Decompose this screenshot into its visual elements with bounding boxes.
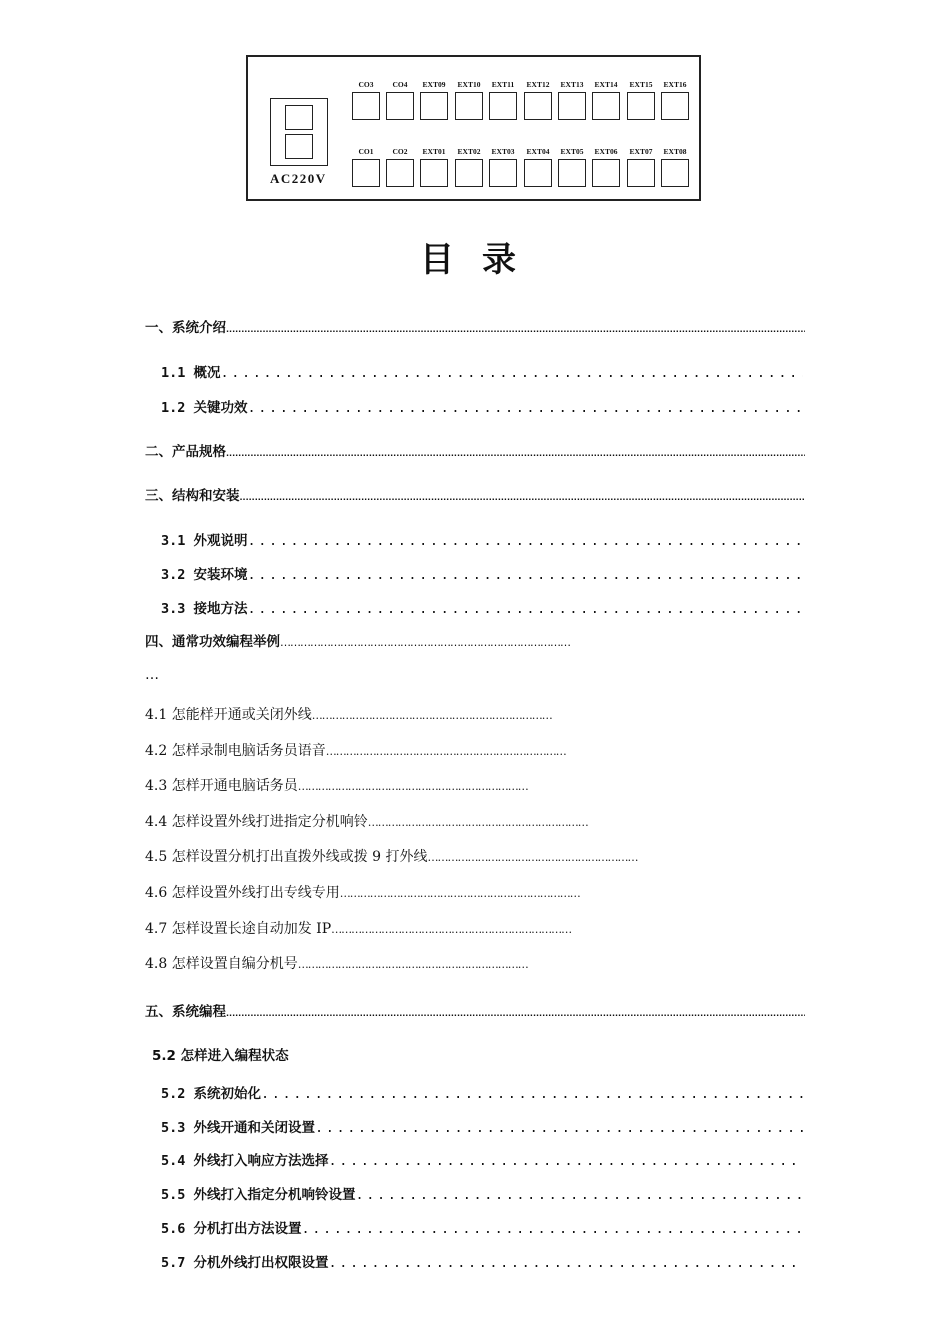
toc-leader: ……………………………………………………… [427,851,638,864]
port-ext15 [627,92,655,120]
toc-entry-label: 3.2 安装环境 [161,567,248,583]
port-ext13 [558,92,586,120]
port-label: EXT13 [560,80,584,89]
toc-leader [248,567,803,583]
toc-entry-3-1[interactable] [161,529,803,549]
toc-entry-label: 二、产品规格 [145,444,226,460]
port-label: EXT05 [560,147,584,156]
port-ext02 [455,159,483,187]
toc-leader: …………………………………………………………………………… [280,636,570,649]
port-co4 [386,92,414,120]
port-ext05 [558,159,586,187]
toc-entry-section-4[interactable] [145,630,805,650]
toc-entry-label: 4.8 怎样设置自编分机号 [145,956,298,972]
port-label: CO2 [392,147,408,156]
port-label: EXT11 [491,80,515,89]
toc-leader [329,1255,803,1271]
port-label: EXT01 [422,147,446,156]
toc-leader: …………………………………………………………… [297,958,528,971]
port-ext11 [489,92,517,120]
port-ext12 [524,92,552,120]
toc-entry-section-3[interactable] [145,484,805,504]
toc-entry-4-8[interactable] [145,953,528,973]
port-label: EXT02 [457,147,481,156]
port-co3 [352,92,380,120]
port-ext09 [420,92,448,120]
toc-leader [315,1120,803,1136]
port-ext14 [592,92,620,120]
port-ext01 [420,159,448,187]
toc-leader [248,601,803,617]
toc-leader [248,400,803,416]
toc-entry-4-3[interactable] [145,775,528,795]
toc-entry-5-5[interactable] [161,1183,803,1203]
port-label: EXT09 [422,80,446,89]
power-socket-upper [285,105,313,130]
toc-leader [356,1187,803,1203]
toc-entry-section-2[interactable] [145,440,805,460]
toc-entry-label: 3.1 外观说明 [161,533,248,549]
toc-entry-1-2[interactable] [161,396,803,416]
toc-entry-5-6[interactable] [161,1217,803,1237]
device-panel-diagram [246,55,701,201]
toc-entry-label: 4.7 怎样设置长途自动加发 IP [145,921,332,937]
toc-leader: …………………………………………………………… [297,780,528,793]
port-ext08 [661,159,689,187]
port-co1 [352,159,380,187]
toc-entry-label: 3.3 接地方法 [161,601,248,617]
toc-entry-label: 4.6 怎样设置外线打出专线专用 [145,885,340,901]
toc-entry-4-2[interactable] [145,740,566,760]
power-socket-lower [285,134,313,159]
toc-leader: ……………………………………………………………… [311,709,552,722]
toc-entry-label: 5.5 外线打入指定分机响铃设置 [161,1187,356,1203]
power-label: AC220V [270,171,327,186]
toc-entry-5-4[interactable] [161,1149,803,1169]
toc-leader [302,1221,803,1237]
toc-leader: ……………………………………………………………… [331,923,572,936]
toc-leader: ………………………………………………………… [367,816,588,829]
toc-entry-label: 5.4 外线打入响应方法选择 [161,1153,329,1169]
port-label: EXT08 [663,147,687,156]
port-label: CO3 [358,80,374,89]
port-label: EXT16 [663,80,687,89]
toc-leader [221,365,803,381]
toc-entry-5-7[interactable] [161,1251,803,1271]
port-label: CO1 [358,147,374,156]
toc-entry-1-1[interactable] [161,361,803,381]
toc-leader [226,444,805,460]
port-ext10 [455,92,483,120]
port-label: EXT15 [629,80,653,89]
toc-leader: ……………………………………………………………… [339,887,580,900]
toc-entry-label: 4.1 怎能样开通或关闭外线 [145,707,312,723]
power-socket [270,98,328,166]
toc-entry-4-1[interactable] [145,704,552,724]
toc-entry-label: 5.7 分机外线打出权限设置 [161,1255,329,1271]
toc-entry-4-5[interactable] [145,846,638,866]
port-label: EXT03 [491,147,515,156]
toc-entry-section-5[interactable] [145,1000,805,1020]
port-co2 [386,159,414,187]
port-label: EXT07 [629,147,653,156]
toc-leader [329,1153,803,1169]
toc-leader [261,1086,803,1102]
port-label: EXT10 [457,80,481,89]
toc-entry-label: 4.3 怎样开通电脑话务员 [145,778,298,794]
toc-leader [226,320,805,336]
toc-entry-4-4[interactable] [145,811,588,831]
toc-entry-5-3[interactable] [161,1116,803,1136]
toc-entry-section-1[interactable] [145,316,805,336]
port-ext07 [627,159,655,187]
toc-leader: ……………………………………………………………… [325,745,566,758]
toc-entry-5-2-enter[interactable]: 5.2 怎样进入编程状态 [152,1048,289,1064]
toc-entry-label: 4.2 怎样录制电脑话务员语音 [145,743,326,759]
port-ext04 [524,159,552,187]
toc-entry-label: 4.4 怎样设置外线打进指定分机响铃 [145,814,368,830]
toc-entry-label: 三、结构和安装 [145,488,240,504]
toc-entry-4-6[interactable] [145,882,580,902]
toc-entry-label: 1.1 概况 [161,365,221,381]
toc-entry-5-2[interactable] [161,1082,803,1102]
toc-leader-wrap: … [145,667,159,683]
port-label: EXT14 [594,80,618,89]
port-label: EXT06 [594,147,618,156]
port-label: CO4 [392,80,408,89]
toc-entry-label: 四、通常功效编程举例 [145,634,280,650]
toc-title: 目录 [420,240,544,280]
port-label: EXT04 [526,147,550,156]
port-ext03 [489,159,517,187]
port-ext06 [592,159,620,187]
toc-entry-3-2[interactable] [161,563,803,583]
port-label: EXT12 [526,80,550,89]
toc-entry-label: 5.3 外线开通和关闭设置 [161,1120,316,1136]
toc-leader [248,533,803,549]
toc-entry-label: 一、系统介绍 [145,320,226,336]
toc-entry-label: 5.2 系统初始化 [161,1086,262,1102]
toc-leader [240,488,806,504]
toc-entry-4-7[interactable] [145,918,571,938]
port-ext16 [661,92,689,120]
toc-leader [226,1004,805,1020]
toc-entry-label: 1.2 关键功效 [161,400,248,416]
toc-entry-3-3[interactable] [161,597,803,617]
toc-entry-label: 5.6 分机打出方法设置 [161,1221,302,1237]
toc-entry-label: 五、系统编程 [145,1004,226,1020]
toc-entry-label: 4.5 怎样设置分机打出直拨外线或拨 9 打外线 [145,849,428,865]
